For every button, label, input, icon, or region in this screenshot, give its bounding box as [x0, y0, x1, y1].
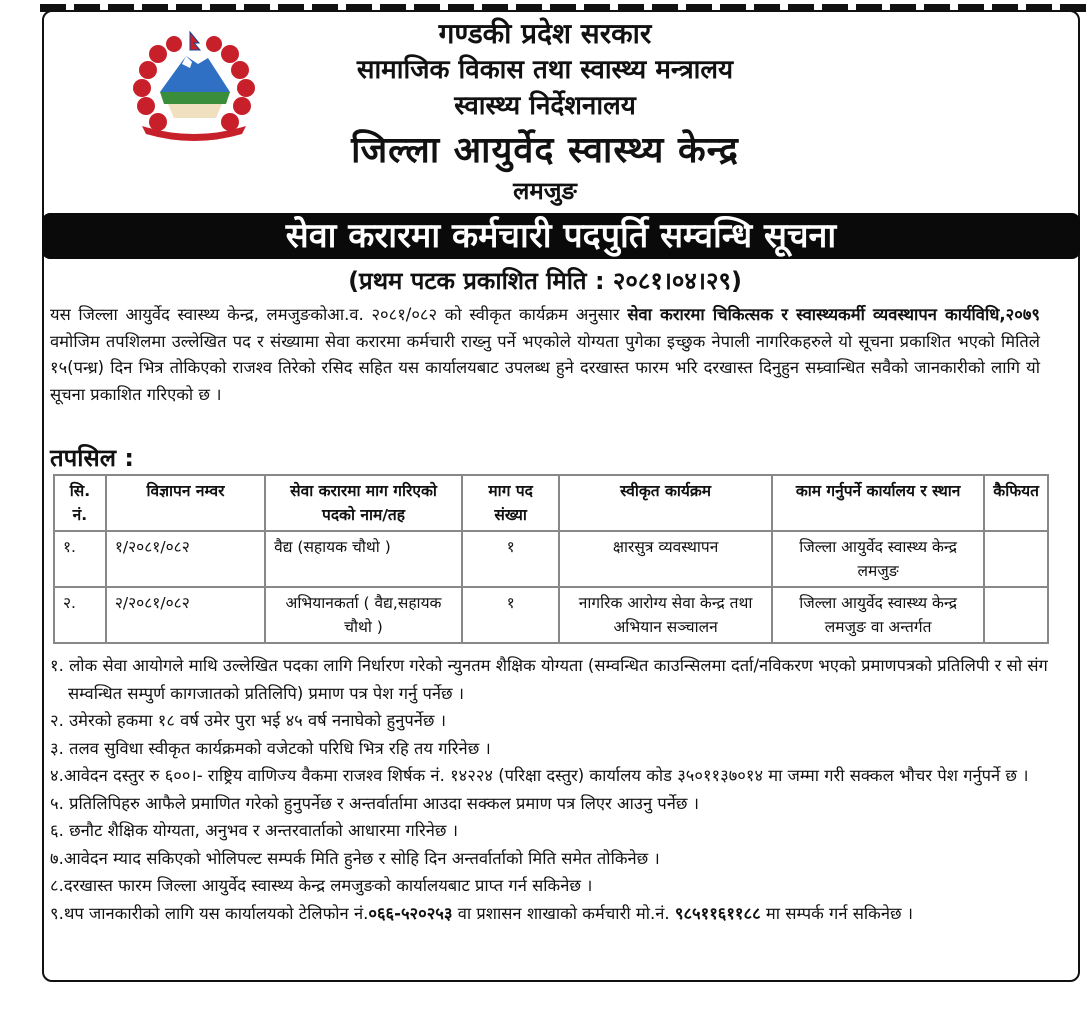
note-item: ४.आवेदन दस्तुर रु ६००।- राष्ट्रिय वाणिज्य वैकमा राजश्व शिर्षक नं. १४२२४ (परिक्षा दस्तुर) कार्यालय कोड ३५०११३७०१४ मा जम्मा गरी सक्कल भौचर पेश गर्नुपर्ने छ ।	[50, 766, 1029, 785]
note-item: ६. छनौट शैक्षिक योग्यता, अनुभव र अन्तरवार्ताको आधारमा गरिनेछ ।	[50, 821, 458, 840]
note-item: ८.दरखास्त फारम जिल्ला आयुर्वेद स्वास्थ्य केन्द्र लमजुङको कार्यालयबाट प्राप्त गर्न सकिनेछ ।	[50, 876, 593, 895]
cell-serial: १.	[54, 531, 106, 587]
cell-ad-number: १/२०८१/०८२	[106, 531, 265, 587]
ministry-title: सामाजिक विकास तथा स्वास्थ्य मन्त्रालय	[356, 55, 734, 85]
details-heading: तपसिल :	[50, 444, 134, 472]
table-row	[54, 587, 1048, 643]
cell-serial: २.	[54, 587, 106, 643]
col-ad-number: विज्ञापन नम्वर	[106, 475, 265, 531]
note-item: ७.आवेदन म्याद सकिएको भोलिपल्ट सम्पर्क मिति हुनेछ र सोहि दिन अन्तर्वार्ताको मिति समेत तोकिनेछ ।	[50, 848, 660, 868]
government-title: गण्डकी प्रदेश सरकार	[438, 17, 652, 50]
cell-ad-number: २/२०८१/०८२	[106, 587, 265, 643]
cell-post-name: वैद्य (सहायक चौथो )	[265, 531, 462, 587]
mobile-number: ९८५११६११८८	[674, 903, 761, 923]
cell-office-location: जिल्ला आयुर्वेद स्वास्थ्य केन्द्र लमजुङ	[772, 531, 984, 587]
col-post-name: सेवा करारमा माग गरिएको पदको नाम/तह	[265, 475, 462, 531]
contact-suffix: मा सम्पर्क गर्न सकिनेछ ।	[760, 903, 914, 923]
intro-paragraph	[50, 302, 1040, 408]
note-item: १. लोक सेवा आयोगले माथि उल्लेखित पदका लागि निर्धारण गरेको न्युनतम शैक्षिक योग्यता (सम्वन्धित काउन्सिलमा दर्ता/नविकरण भएको प्रमाणपत्रको प्रतिलिपी र सो संग सम्वन्धित सम्पुर्ण कागजातको प्रतिलिपि) प्रमाण पत्र पेश गर्नु पर्नेछ ।	[50, 656, 1048, 703]
office-phone: ०६६-५२०२५३	[368, 903, 453, 923]
col-office-location: काम गर्नुपर्ने कार्यालय र स्थान	[772, 475, 984, 531]
publication-date: (प्रथम पटक प्रकाशित मिति : २०८१।०४।२९)	[348, 267, 742, 295]
note-item: ३. तलव सुविधा स्वीकृत कार्यक्रमको वजेटको परिधि भित्र रहि तय गरिनेछ ।	[50, 738, 491, 758]
notice-banner-title: सेवा करारमा कर्मचारी पदपुर्ति सम्वन्धि सूचना	[42, 213, 1080, 259]
cell-program: नागरिक आरोग्य सेवा केन्द्र तथा अभियान सञ्चालन	[559, 587, 772, 643]
cell-remarks	[984, 531, 1048, 587]
cell-office-location: जिल्ला आयुर्वेद स्वास्थ्य केन्द्र लमजुङ वा अन्तर्गत	[772, 587, 984, 643]
directorate-title: स्वास्थ्य निर्देशनालय	[454, 91, 636, 121]
intro-text-1: यस जिल्ला आयुर्वेद स्वास्थ्य केन्द्र, लमजुङकोआ.व. २०८१/०८२ को स्वीकृत कार्यक्रम अनुसार	[50, 305, 628, 324]
cell-remarks	[984, 587, 1048, 643]
office-title: जिल्ला आयुर्वेद स्वास्थ्य केन्द्र	[351, 130, 739, 171]
table-header-row	[54, 475, 1048, 531]
intro-bold-procedure: सेवा करारमा चिकित्सक र स्वास्थ्यकर्मी व्यवस्थापन कार्यविधि,२०७९	[627, 305, 1040, 324]
cell-post-name: अभियानकर्ता ( वैद्य,सहायक चौथो )	[265, 587, 462, 643]
cell-post-count: १	[462, 531, 559, 587]
note-item-contact	[50, 900, 1050, 928]
district-title: लमजुङ	[513, 177, 577, 205]
cell-post-count: १	[462, 587, 559, 643]
col-program: स्वीकृत कार्यक्रम	[559, 475, 772, 531]
note-item: ५. प्रतिलिपिहरु आफैले प्रमाणित गरेको हुनुपर्नेछ र अन्तर्वार्तामा आउदा सक्कल प्रमाण पत्र लिएर आउनु पर्नेछ ।	[50, 793, 699, 813]
intro-text-2: वमोजिम तपशिलमा उल्लेखित पद र संख्यामा सेवा करारमा कर्मचारी राख्नु पर्ने भएकोले योग्यता पुगेका इच्छुक नेपाली नागरिकहरुले यो सूचना प्रकाशित भएको मितिले १५(पन्ध्र) दिन भित्र तोकिएको राजश्व तिरेको रसिद सहित यस कार्यालयबाट उपलब्ध हुने दरखास्त फारम भरि दरखास्त दिनुहुन सम्र्वान्धित सवैको जानकारीको लागि यो सूचना प्रकाशित गरिएको छ ।	[50, 331, 1040, 404]
cell-program: क्षारसुत्र व्यवस्थापन	[559, 531, 772, 587]
col-post-count: माग पद संख्या	[462, 475, 559, 531]
table-row	[54, 531, 1048, 587]
contact-prefix: ९.थप जानकारीको लागि यस कार्यालयको टेलिफोन नं.	[50, 903, 369, 923]
col-remarks: कैफियत	[984, 475, 1048, 531]
note-item: २. उमेरको हकमा १८ वर्ष उमेर पुरा भई ४५ वर्ष ननाघेको हुनुपर्नेछ ।	[50, 711, 446, 730]
notes-list	[50, 652, 1050, 927]
vacancy-table	[53, 474, 1049, 644]
contact-middle: वा प्रशासन शाखाको कर्मचारी मो.नं.	[452, 903, 675, 923]
col-serial: सि. नं.	[54, 475, 106, 531]
